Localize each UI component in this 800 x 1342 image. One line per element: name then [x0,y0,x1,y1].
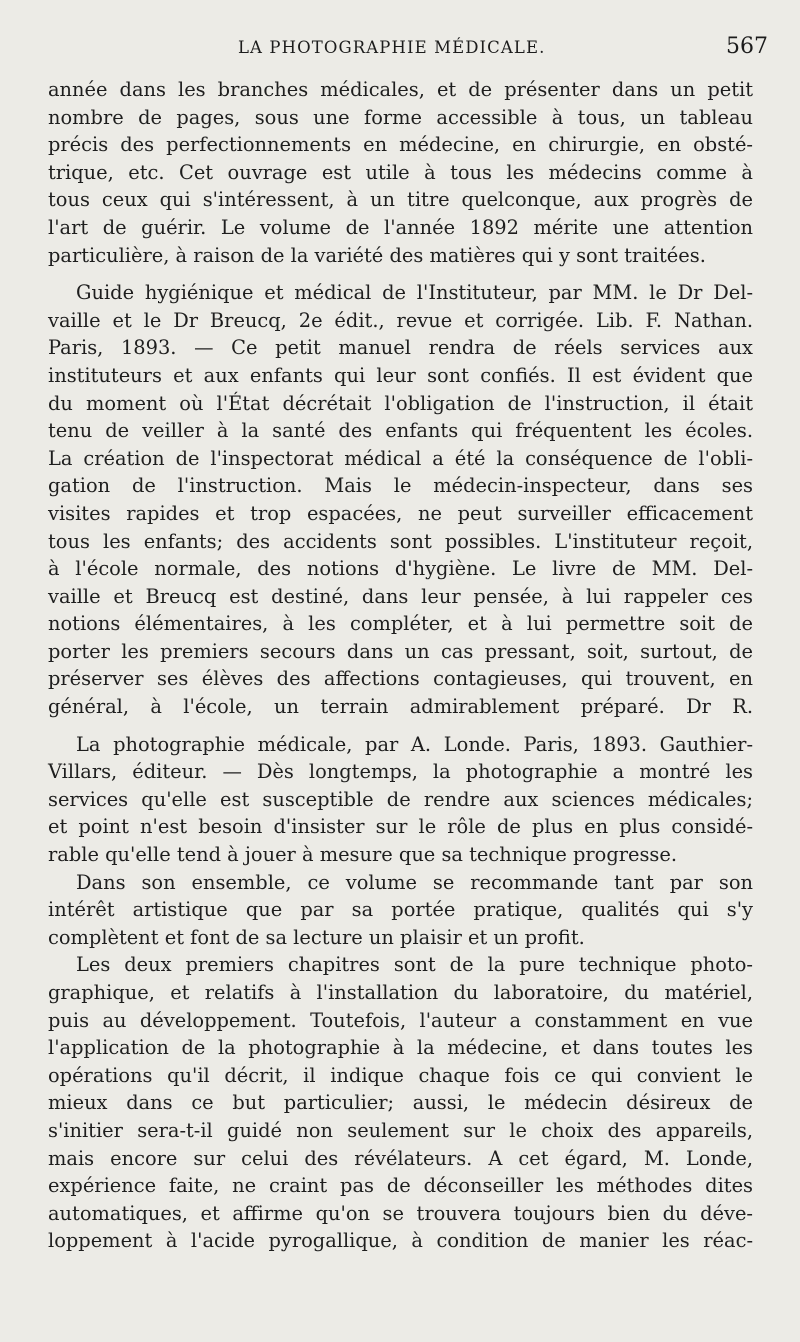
text-line: précis des perfectionnements en médecine, en chirurgie, en obsté- [48,133,753,157]
text-line: visites rapides et trop espacées, ne peut surveiller efficacement [48,501,753,525]
paragraph-ensemble [48,869,753,952]
text-line: instituteurs et aux enfants qui leur sont confiés. Il est évident que [48,363,753,387]
text-line: Dans son ensemble, ce volume se recommande tant par son [76,870,753,894]
text-line: La création de l'inspectorat médical a été la conséquence de l'obli- [48,446,753,470]
text-line-signature: général, à l'école, un terrain admirablement préparé. Dr R. [48,695,753,719]
text-line: tous ceux qui s'intéressent, à un titre quelconque, aux progrès de [48,188,753,212]
text-line: nombre de pages, sous une forme accessible à tous, un tableau [48,105,753,129]
text-line: Villars, éditeur. — Dès longtemps, la photographie a montré les [48,760,753,784]
text-line: Guide hygiénique et médical de l'Instituteur, par MM. le Dr Del- [76,281,753,305]
text-line: mais encore sur celui des révélateurs. A cet égard, M. Londe, [48,1146,753,1170]
text-line: rable qu'elle tend à jouer à mesure que sa technique progresse. [48,843,678,867]
text-line: services qu'elle est susceptible de rendre aux sciences médicales; [48,787,753,811]
text-line: notions élémentaires, à les compléter, et à lui permettre soit de [48,612,753,636]
text-line: complètent et font de sa lecture un plaisir et un profit. [48,925,585,949]
paragraph-chapitres [48,951,753,1255]
text-line: mieux dans ce but particulier; aussi, le médecin désireux de [48,1091,753,1115]
page-number: 567 [726,34,768,59]
text-line: vaille et le Dr Breucq, 2e édit., revue et corrigée. Lib. F. Nathan. [48,308,753,332]
text-line: La photographie médicale, par A. Londe. Paris, 1893. Gauthier- [76,732,753,756]
text-line: particulière, à raison de la variété des matières qui y sont traitées. [48,243,706,267]
text-line: automatiques, et affirme qu'on se trouvera toujours bien du déve- [48,1201,753,1225]
text-line: préserver ses élèves des affections contagieuses, qui trouvent, en [48,667,753,691]
text-line: du moment où l'État décrétait l'obligation de l'instruction, il était [48,391,753,415]
paragraph-annuaire-continuation [48,76,753,269]
text-line: intérêt artistique que par sa portée pratique, qualités qui s'y [48,898,753,922]
text-line: tenu de veiller à la santé des enfants qui fréquentent les écoles. [48,419,753,443]
paragraph-photographie-medicale [48,731,753,869]
text-line: année dans les branches médicales, et de présenter dans un petit [48,78,753,101]
text-line: loppement à l'acide pyrogallique, à condition de manier les réac- [48,1229,753,1253]
text-line: et point n'est besoin d'insister sur le rôle de plus en plus considé- [48,815,753,839]
text-line: Paris, 1893. — Ce petit manuel rendra de réels services aux [48,336,753,360]
text-line: tous les enfants; des accidents sont possibles. L'instituteur reçoit, [48,529,753,553]
text-line: Les deux premiers chapitres sont de la pure technique photo- [76,953,753,977]
page-header [48,36,768,66]
text-line: gation de l'instruction. Mais le médecin-inspecteur, dans ses [48,474,753,498]
text-line: graphique, et relatifs à l'installation du laboratoire, du matériel, [48,981,753,1004]
page-body [48,76,753,1255]
text-line: l'art de guérir. Le volume de l'année 1892 mérite une attention [48,215,753,239]
text-line: à l'école normale, des notions d'hygiène. Le livre de MM. Del- [48,557,753,581]
text-line: porter les premiers secours dans un cas pressant, soit, surtout, de [48,639,753,663]
running-title: LA PHOTOGRAPHIE MÉDICALE. [238,38,546,57]
text-line: l'application de la photographie à la médecine, et dans toutes les [48,1036,753,1060]
text-line: opérations qu'il décrit, il indique chaque fois ce qui convient le [48,1063,753,1087]
paragraph-guide-hygienique [48,279,753,721]
text-line: vaille et Breucq est destiné, dans leur pensée, à lui rappeler ces [48,584,753,608]
text-line: expérience faite, ne craint pas de déconseiller les méthodes dites [48,1174,753,1198]
text-line: puis au développement. Toutefois, l'auteur a constamment en vue [48,1008,753,1032]
text-line: s'initier sera-t-il guidé non seulement sur le choix des appareils, [48,1118,753,1142]
text-line: trique, etc. Cet ouvrage est utile à tous les médecins comme à [48,160,753,184]
